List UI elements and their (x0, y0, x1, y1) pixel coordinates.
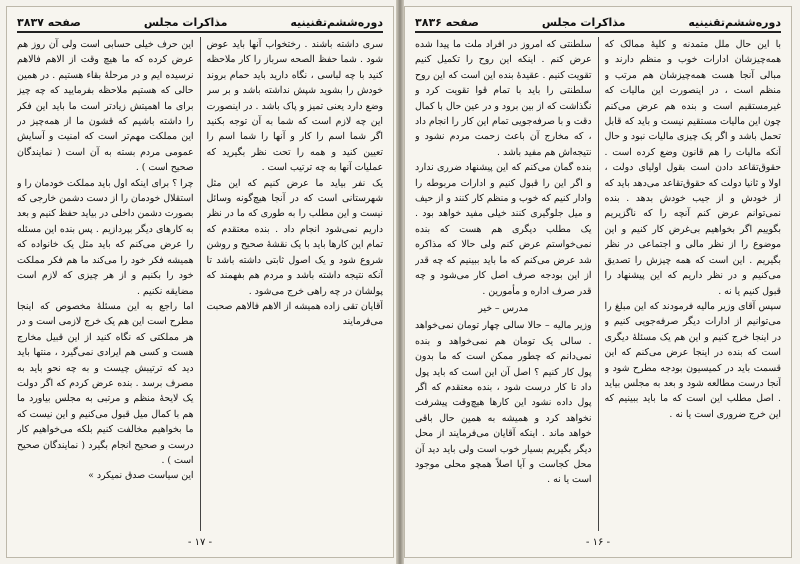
paragraph: چرا ؟ برای اینکه اول باید مملکت خودمان را و استقلال خودمان را از دست دشمن خارجی که بصورت دشمن داخلی در بیاید حفظ کنیم و بعد به کارهای دیگر بپردازیم . پس بنده این مسئله را عرض می‌کنم که باید مثل یک خانواده که همیشه فکر خود را می‌کند ما هم فکر مملکت خود را بکنیم و از هر چیزی که لازم است مضایقه نکنیم . (17, 177, 194, 297)
paragraph: سری داشته باشند . رختخواب آنها باید عوض شود . شما حفظ الصحه سرباز را کار ملاحظه کنید با چه لباسی ، نگاه دارید باید حمام بروند خودش را بشوید شپش نداشته باشد و بر سر وضع دارد یعنی تمیز و پاک باشد . در اینصورت این چه لازم است که شما به آن توجه بکنید اگر شما اسم را کار و آنها را شما اسم را تعیین کنید و همه را تحت نظر بگیرید که عملیات آنها به چه ترتیب است . (206, 39, 383, 174)
book-gutter (396, 0, 404, 564)
left-page (6, 6, 394, 558)
right-header-page-number: صفحه ۳۸۳۶ (415, 15, 479, 29)
paragraph: اما راجع به این مسئلهٔ مخصوص که اینجا مطرح است این هم یک خرج لازمی است و در هر مملکتی که نگاه کنید از این قبیل مخارج هست و کسی هم ایرادی نمی‌گیرد ، منتها باید دید که ترتیبش چیست و به چه نحو باید به مصرف برسد . بنده عرض کردم که اگر دولت یک لایحهٔ منظم و مرتبی به مجلس بیاورد ما هم با کمال میل قبول می‌کنیم و این نیست که ما بخواهیم مخالفت کنیم بلکه می‌خواهیم کار درست و صحیح انجام بگیرد ( نمایندگان صحیح است ) . (17, 300, 194, 466)
right-header-session: دوره‌ششم‌تقنینیه (688, 15, 781, 29)
left-header-session: دوره‌ششم‌تقنینیه (290, 15, 383, 29)
paragraph: آقایان تقی زاده همیشه از الاهم فالاهم صحبت می‌فرمایند (206, 300, 383, 328)
paragraph: این حرف خیلی حسابی است ولی آن روز هم عرض کرده که ما هیچ وقت از الاهم فالاهم نرسیده ایم و در مرحلهٔ بقاء هستیم . در همین حالی که هستیم ملاحظه بفرمایید که چه چیز برای ما اهمیتش زیادتر است ما باید این فکر را داشته باشیم که قشون ما از همه‌چیز در این مملکت مهم‌تر است که امنیت و آسایش عمومی مردم بسته به آن است ( نمایندگان صحیح است ) . (17, 39, 194, 174)
paragraph: یک نفر بیاید ما عرض کنیم که این مثل شهرستانی است که در آنجا هیچ‌گونه وسائل نیست و این مطلب را به طوری که ما در نظر داریم نمی‌شود انجام داد . بنده معتقدم که تمام این کارها باید با یک نقشهٔ صحیح و روشن شروع شود و یک اصول ثابتی داشته باشد تا آنکه نتیجه داشته باشد و مردم هم بفهمند که پولشان در چه راهی خرج می‌شود . (206, 177, 383, 297)
right-page-right-column (605, 37, 782, 531)
left-page-right-column (207, 37, 384, 531)
left-page-columns (17, 37, 383, 531)
paragraph: بنده گمان می‌کنم که این پیشنهاد ضرری ندارد و اگر این را قبول کنیم و ادارات مربوطه را وادار کنیم که خوب و منظم کار کنند و از حیف و میل جلوگیری کنند خیلی مفید خواهد بود . یک مطلب دیگری هم هست که بنده نمی‌خواستم عرض کنم ولی حالا که مذاکره شد عرض می‌کنم که ما باید ببینیم که چه قدر از این بودجه صرف اصل کار می‌شود و چه قدر صرف اداره و مأمورین . (415, 162, 592, 297)
speaker-line: مدرس – خیر (478, 302, 529, 314)
left-page-footer-number: - ۱۷ - (187, 537, 213, 548)
right-page-footer-number: - ۱۶ - (585, 537, 611, 548)
right-page-left-column (415, 37, 592, 531)
left-page-left-column (17, 37, 194, 531)
left-header-page-number: صفحه ۳۸۳۷ (17, 15, 81, 29)
paragraph: وزیر مالیه – حالا سالی چهار تومان نمی‌خواهد . سالی یک تومان هم نمی‌خواهد و بنده نمی‌دانم که چطور ممکن است که ما بدون پول کار کنیم ؟ اصل آن این است که باید پول داد تا کار درست شود ، بنده معتقدم که اگر پول داده نشود این کارها هیچ‌وقت پیشرفت نخواهد کرد و همیشه به همین حال باقی خواهد ماند . اینکه آقایان می‌فرمایند از محل دیگر بگیریم بسیار خوب است ولی باید دید آن محل کجاست و آیا اصلاً همچو محلی موجود است یا نه . (415, 320, 592, 486)
right-page-header (415, 13, 781, 33)
right-page (404, 6, 792, 558)
paragraph: این سیاست صدق نمیکرد » (88, 470, 194, 482)
paragraph: سپس آقای وزیر مالیه فرمودند که این مبلغ را می‌توانیم از ادارات دیگر صرفه‌جویی کنیم و در اینجا خرج کنیم و این هم یک مسئلهٔ دیگری است که بنده در اینجا عرض می‌کنم که این قسمت باید در کمیسیون بودجه مطرح شود و آنجا درست مطالعه شود و بعد به مجلس بیاید . اصل مطلب این است که ما باید ببینیم که این خرج ضروری است یا نه . (604, 300, 781, 420)
column-divider (598, 37, 599, 531)
right-page-columns (415, 37, 781, 531)
left-page-header (17, 13, 383, 33)
paragraph: با این حال ملل متمدنه و کلیهٔ ممالک که همه‌چیزشان ادارات خوب و منظم دارند و مبالی آنجا هست همه‌چیزشان هم مرتب و منظم است ، در اینصورت این مالیات که غیرمستقیم است و بنده هم عرض می‌کنم چون این مالیات مستقیم نیست و باید که قابل تحمل باشد و اگر یک چیزی مالیات نبود و حال آنکه مالیات را هم قانون وضع کرده است . حقوق‌تقاعد دادن است بقول اولیای دولت ، اولا و ثانیا دولت که حقوق‌تقاعد می‌دهد باید که از خودش و از جیب خودش بدهد . بنده نمی‌توانم عرض کنم آنچه را که ناگزیریم بگوییم اگر بخواهیم بی‌غرض کار کنیم و این موضوع را از نظر مالی و اجتماعی در نظر بگیریم . این است که همه چیزش را تصدیق می‌کنیم و در نظر داریم که این پیشنهاد را قبول کنیم یا نه . (604, 39, 781, 297)
column-divider (200, 37, 201, 531)
paragraph: سلطنتی که امروز در افراد ملت ما پیدا شده عرض کنم . اینکه این روح را تکمیل کنیم تقویت کنیم . عقیدهٔ بنده این است که این روح سلطنتی را باید با تمام قوا تقویت کرد و نگذاشت که از بین برود و در عین حال با کمال دقت و با صرفه‌جویی تمام این کار را انجام داد ، که مخارج آن باعث زحمت مردم نشود و نتیجه‌اش هم مفید باشد . (415, 39, 592, 158)
left-header-title: مذاکرات مجلس (143, 15, 228, 29)
right-header-title: مذاکرات مجلس (541, 15, 626, 29)
